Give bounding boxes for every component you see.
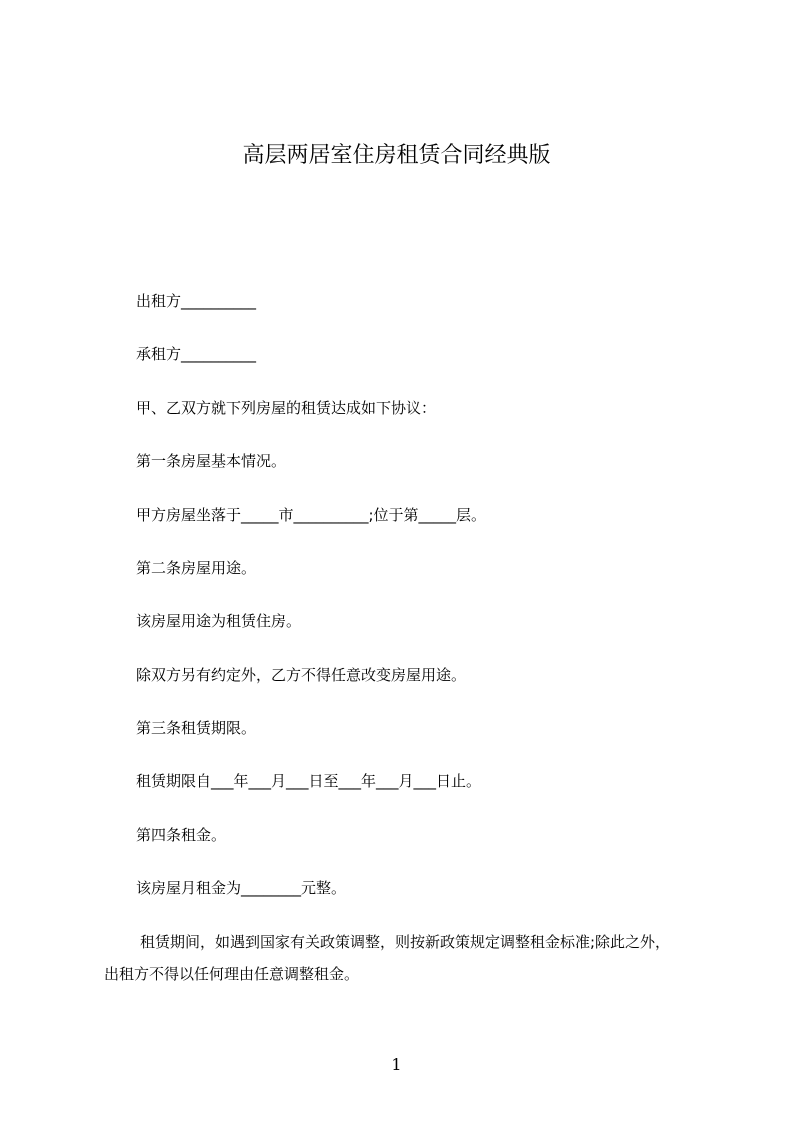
lessor-line: 出租方__________ [136, 292, 257, 310]
usage-line: 该房屋用途为租赁住房。 [136, 612, 302, 630]
paragraph-line-2: 出租方不得以任何理由任意调整租金。 [104, 965, 360, 983]
article-2-heading: 第二条房屋用途。 [136, 559, 257, 577]
rent-adjustment-paragraph [104, 926, 704, 990]
article-1-heading: 第一条房屋基本情况。 [136, 452, 287, 470]
paragraph-line-1: 租赁期间，如遇到国家有关政策调整，则按新政策规定调整租金标准;除此之外， [140, 933, 671, 951]
article-4-heading: 第四条租金。 [136, 826, 227, 844]
document-title: 高层两居室住房租赁合同经典版 [242, 143, 551, 168]
usage-restriction-line: 除双方另有约定外，乙方不得任意改变房屋用途。 [136, 666, 467, 684]
lessee-line: 承租方__________ [136, 345, 257, 363]
article-3-heading: 第三条租赁期限。 [136, 719, 257, 737]
agreement-intro: 甲、乙双方就下列房屋的租赁达成如下协议： [136, 399, 437, 417]
property-location-line: 甲方房屋坐落于_____市__________;位于第_____层。 [136, 506, 487, 524]
page-number: 1 [391, 1055, 402, 1074]
lease-term-line: 租赁期限自___年___月___日至___年___月___日止。 [136, 772, 482, 790]
monthly-rent-line: 该房屋月租金为________元整。 [136, 879, 347, 897]
